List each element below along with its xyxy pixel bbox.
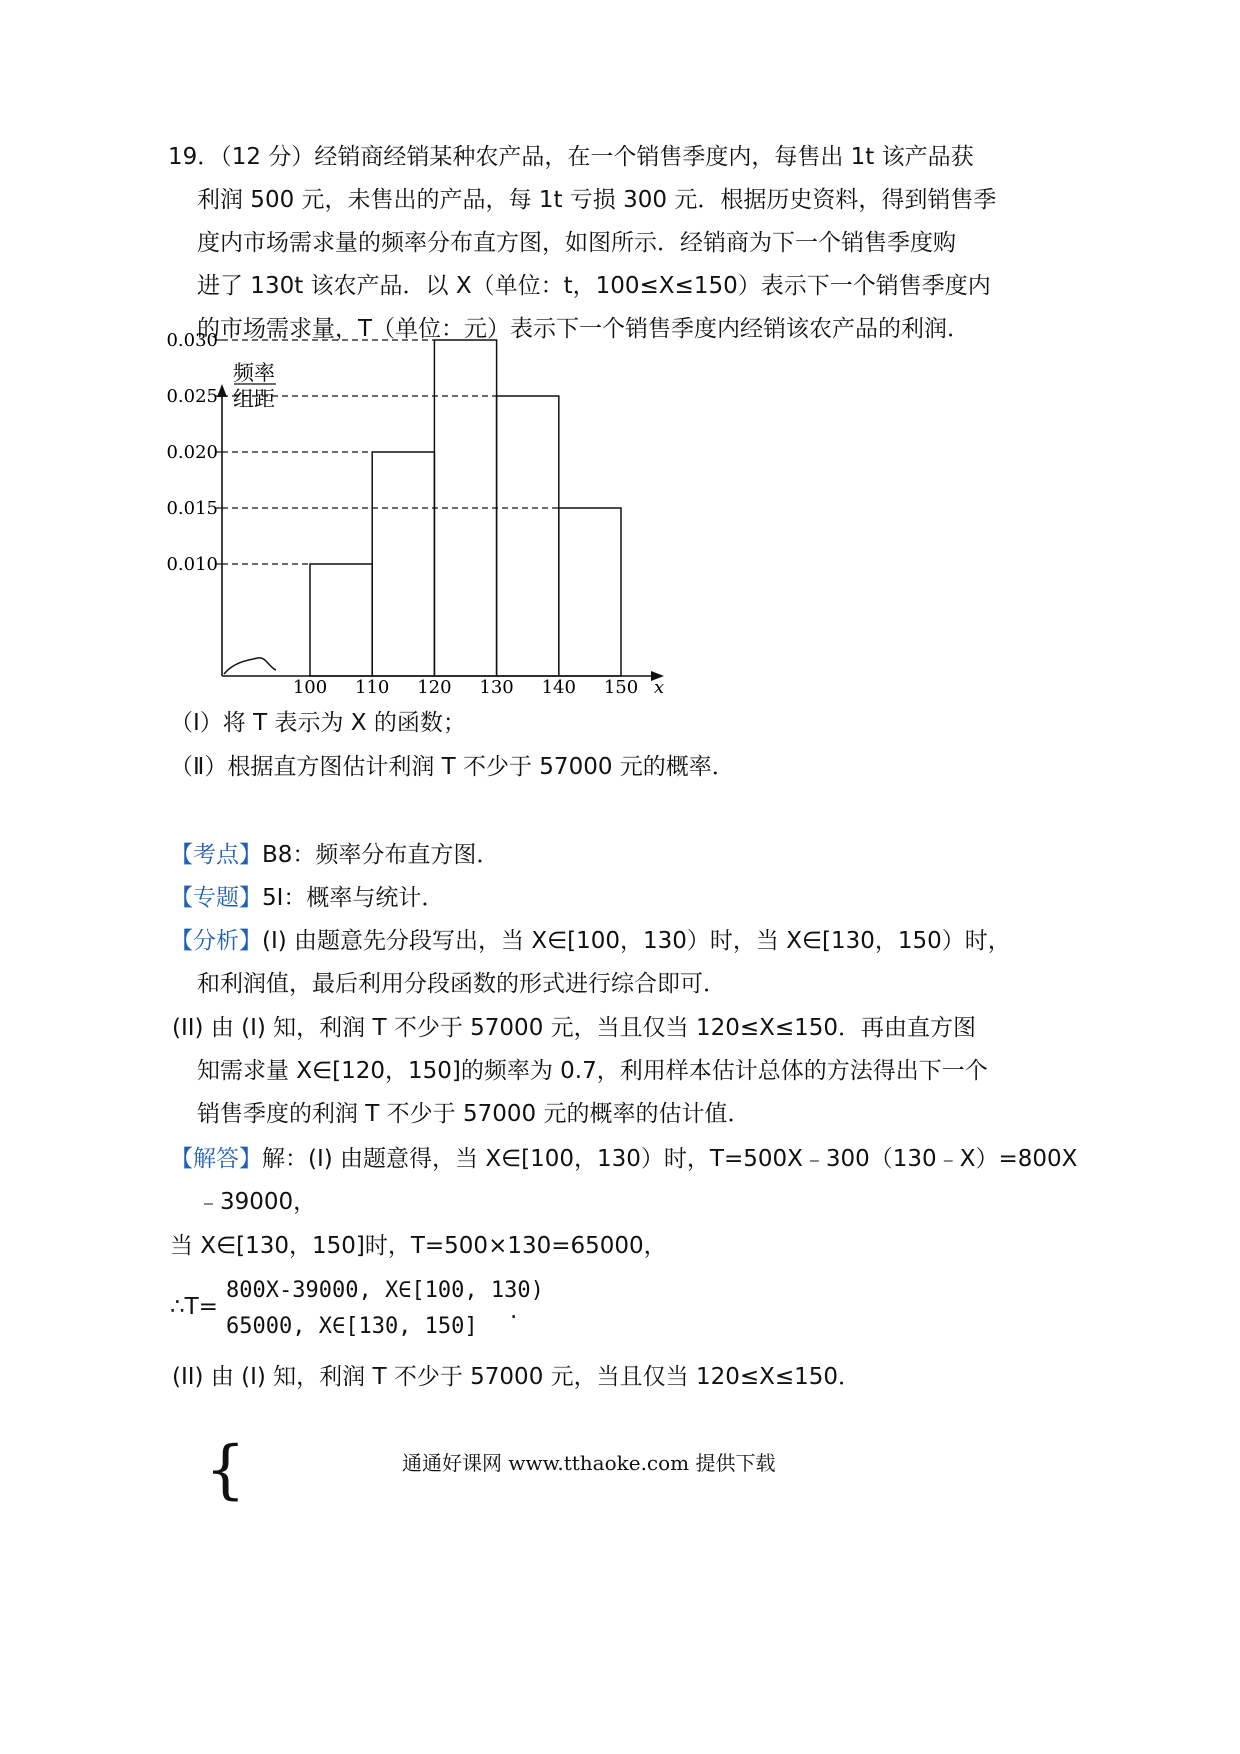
kaodian-row bbox=[170, 840, 499, 870]
piecewise-period: . bbox=[510, 1298, 518, 1324]
jieda-tag: 【解答】 bbox=[170, 1146, 262, 1172]
histogram-bar-100-110 bbox=[310, 564, 372, 676]
x-tick-label: 100 bbox=[292, 677, 328, 698]
jieda-row bbox=[170, 1144, 1077, 1174]
fenxi-text-1: (I) 由题意先分段写出，当 X∈[100，130）时，当 X∈[130，150）时， bbox=[262, 928, 1011, 954]
x-tick-label: 150 bbox=[603, 677, 639, 698]
y-tick-label: 0.025 bbox=[166, 386, 218, 407]
x-axis-label: x bbox=[654, 677, 665, 698]
fenxi-text-5: 销售季度的利润 T 不少于 57000 元的概率的估计值． bbox=[197, 1101, 751, 1127]
therefore-label: ∴T= bbox=[170, 1294, 218, 1320]
y-axis-label-bottom: 组距 bbox=[233, 387, 275, 411]
piecewise-case-1: 800X-39000, X∈[100, 130) bbox=[226, 1278, 544, 1303]
y-tick-label: 0.010 bbox=[166, 554, 218, 575]
footer-credit: 通通好课网 www.tthaoke.com 提供下载 bbox=[402, 1451, 776, 1475]
jieda-text-1: 解：(I) 由题意得，当 X∈[100，130）时，T=500X﹣300（130﹣X）=800X bbox=[262, 1146, 1078, 1172]
axis-break-mark bbox=[224, 658, 276, 674]
fenxi-tag: 【分析】 bbox=[170, 928, 262, 954]
problem-line-4: 进了 130t 该农产品．以 X（单位：t，100≤X≤150）表示下一个销售季度内 bbox=[197, 273, 991, 299]
y-axis-arrow bbox=[217, 384, 227, 397]
kaodian-text: B8：频率分布直方图． bbox=[262, 842, 500, 868]
fenxi-text-4: 知需求量 X∈[120，150]的频率为 0.7，利用样本估计总体的方法得出下一个 bbox=[197, 1058, 988, 1084]
zhuanti-row bbox=[170, 883, 444, 913]
histogram-bar-110-120 bbox=[372, 452, 434, 676]
problem-line-5: 的市场需求量，T（单位：元）表示下一个销售季度内经销该农产品的利润． bbox=[197, 316, 971, 342]
problem-line-3: 度内市场需求量的频率分布直方图，如图所示．经销商为下一个销售季度购 bbox=[197, 230, 956, 256]
frequency-histogram bbox=[0, 0, 1240, 760]
x-tick-label: 120 bbox=[417, 677, 452, 698]
x-tick-label: 140 bbox=[541, 677, 576, 698]
zhuanti-tag: 【专题】 bbox=[170, 885, 262, 911]
fenxi-row bbox=[170, 926, 1011, 956]
y-axis-label-top: 频率 bbox=[233, 361, 275, 385]
y-tick-label: 0.020 bbox=[166, 442, 218, 463]
problem-line-1: 19．（12 分）经销商经销某种农产品，在一个销售季度内，每售出 1t 该产品获 bbox=[168, 144, 974, 170]
piecewise-brace: { bbox=[205, 1433, 246, 1507]
fenxi-text-3: (II) 由 (I) 知，利润 T 不少于 57000 元，当且仅当 120≤X≤150．再由直方图 bbox=[172, 1015, 977, 1041]
problem-line-2: 利润 500 元，未售出的产品，每 1t 亏损 300 元．根据历史资料，得到销售季 bbox=[197, 187, 997, 213]
jieda-text-2: ﹣39000， bbox=[197, 1189, 317, 1215]
jieda-text-3: 当 X∈[130，150]时，T=500×130=65000， bbox=[170, 1233, 667, 1259]
question-2: （Ⅱ）根据直方图估计利润 T 不少于 57000 元的概率． bbox=[170, 754, 735, 780]
kaodian-tag: 【考点】 bbox=[170, 842, 262, 868]
y-tick-label: 0.030 bbox=[166, 330, 218, 351]
y-tick-label: 0.015 bbox=[166, 498, 218, 519]
histogram-bar-130-140 bbox=[497, 396, 559, 676]
x-tick-label: 130 bbox=[479, 677, 514, 698]
jieda-text-4: (II) 由 (I) 知，利润 T 不少于 57000 元，当且仅当 120≤X≤150． bbox=[172, 1364, 862, 1390]
zhuanti-text: 5I：概率与统计． bbox=[262, 885, 445, 911]
x-tick-label: 110 bbox=[355, 677, 390, 698]
piecewise-case-2: 65000, X∈[130, 150] bbox=[226, 1314, 478, 1339]
histogram-bar-140-150 bbox=[559, 508, 621, 676]
fenxi-text-2: 和利润值，最后利用分段函数的形式进行综合即可． bbox=[197, 971, 726, 997]
question-1: （Ⅰ）将 T 表示为 X 的函数； bbox=[170, 710, 466, 736]
